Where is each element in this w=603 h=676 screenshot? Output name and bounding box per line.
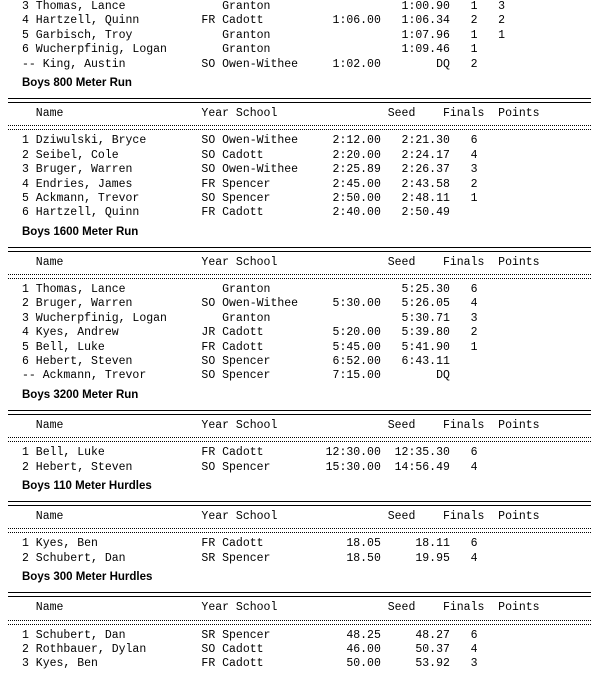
result-row: -- King, Austin SO Owen-Withee 1:02.00 DQ 2: [22, 57, 478, 71]
event-title: Boys 3200 Meter Run: [22, 388, 139, 401]
result-row: 2 Rothbauer, Dylan SO Cadott 46.00 50.37 4: [22, 642, 478, 656]
result-row: 6 Hebert, Steven SO Spencer 6:52.00 6:43.11: [22, 355, 450, 369]
column-header: Name Year School Seed Finals Points: [22, 509, 540, 523]
column-header: Name Year School Seed Finals Points: [22, 601, 540, 615]
column-header: Name Year School Seed Finals Points: [22, 418, 540, 432]
result-row: 1 Dziwulski, Bryce SO Owen-Withee 2:12.00 2:21.30 6: [22, 134, 478, 148]
divider: [8, 98, 591, 103]
result-row: 4 Kyes, Andrew JR Cadott 5:20.00 5:39.80 2: [22, 326, 478, 340]
result-row: 2 Bruger, Warren SO Owen-Withee 5:30.00 5:26.05 4: [22, 297, 478, 311]
result-row: 3 Bruger, Warren SO Owen-Withee 2:25.89 2:26.37 3: [22, 163, 478, 177]
event-title: Boys 800 Meter Run: [22, 76, 132, 89]
divider: [8, 528, 591, 533]
event-title: Boys 300 Meter Hurdles: [22, 571, 153, 584]
result-row: 4 Hartzell, Quinn FR Cadott 1:06.00 1:06.34 2 2: [22, 14, 506, 28]
result-row: 1 Schubert, Dan SR Spencer 48.25 48.27 6: [22, 628, 478, 642]
event-110m-hurdles: [0, 475, 603, 566]
result-row: 1 Thomas, Lance Granton 5:25.30 6: [22, 283, 478, 297]
result-row: 2 Hebert, Steven SO Spencer 15:30.00 14:56.49 4: [22, 460, 478, 474]
divider: [8, 274, 591, 279]
event-1600m: [0, 221, 603, 384]
result-row: 6 Wucherpfinig, Logan Granton 1:09.46 1: [22, 43, 478, 57]
event-title: Boys 1600 Meter Run: [22, 225, 139, 238]
divider: [8, 592, 591, 597]
column-header: Name Year School Seed Finals Points: [22, 106, 540, 120]
column-header: Name Year School Seed Finals Points: [22, 255, 540, 269]
result-row: 5 Bell, Luke FR Cadott 5:45.00 5:41.90 1: [22, 340, 478, 354]
result-row: 2 Schubert, Dan SR Spencer 18.50 19.95 4: [22, 551, 478, 565]
divider: [8, 620, 591, 625]
result-row: 1 Kyes, Ben FR Cadott 18.05 18.11 6: [22, 537, 478, 551]
result-row: 5 Ackmann, Trevor SO Spencer 2:50.00 2:48.11 1: [22, 191, 478, 205]
result-row: 4 Endries, James FR Spencer 2:45.00 2:43.58 2: [22, 177, 478, 191]
result-row: 1 Bell, Luke FR Cadott 12:30.00 12:35.30 6: [22, 446, 478, 460]
result-row: -- Ackmann, Trevor SO Spencer 7:15.00 DQ: [22, 369, 450, 383]
event-3200m: [0, 384, 603, 475]
divider: [8, 125, 591, 130]
divider: [8, 410, 591, 415]
results-text: [0, 0, 603, 72]
event-300m-hurdles: [0, 566, 603, 672]
result-row: 3 Thomas, Lance Granton 1:00.90 1 3: [22, 0, 506, 13]
divider: [8, 437, 591, 442]
result-row: 5 Garbisch, Troy Granton 1:07.96 1 1: [22, 28, 506, 42]
divider: [8, 501, 591, 506]
result-row: 6 Hartzell, Quinn FR Cadott 2:40.00 2:50.49: [22, 206, 450, 220]
result-row: 3 Kyes, Ben FR Cadott 50.00 53.92 3: [22, 657, 478, 671]
result-row: 3 Wucherpfinig, Logan Granton 5:30.71 3: [22, 311, 478, 325]
divider: [8, 247, 591, 252]
result-row: 2 Seibel, Cole SO Cadott 2:20.00 2:24.17 4: [22, 148, 478, 162]
event-title: Boys 110 Meter Hurdles: [22, 479, 152, 492]
event-800m: [0, 72, 603, 221]
